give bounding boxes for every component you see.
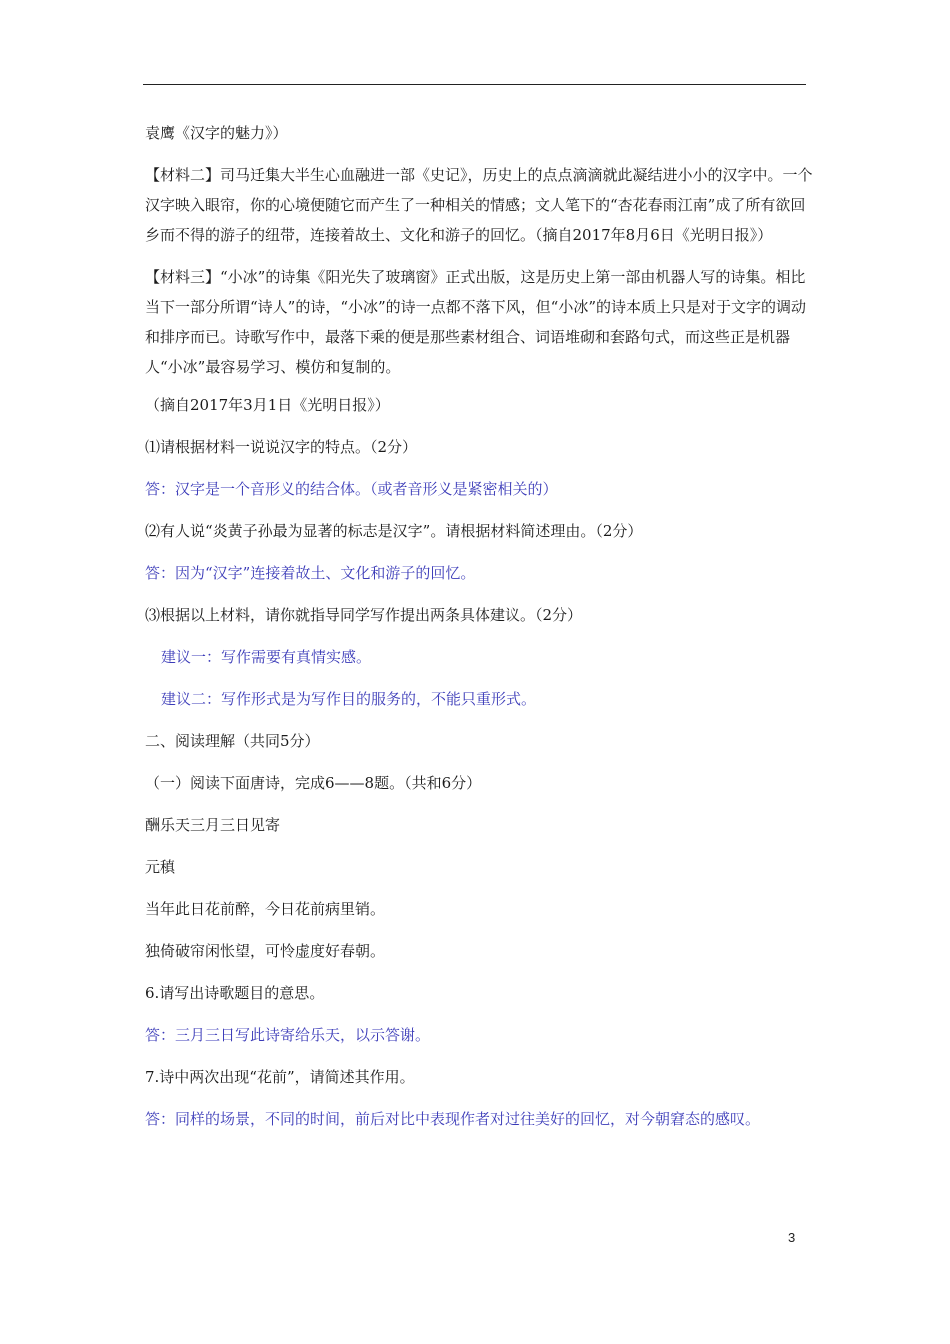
source-line: 袁鹰《汉字的魅力》） bbox=[145, 124, 288, 142]
question-3: ⑶根据以上材料，请你就指导同学写作提出两条具体建议。（2分） bbox=[145, 606, 583, 624]
answer-7: 答：同样的场景，不同的时间，前后对比中表现作者对过往美好的回忆，对今朝窘态的感叹。 bbox=[145, 1110, 761, 1128]
material-two: 【材料二】司马迁集大半生心血融进一部《史记》，历史上的点点滴滴就此凝结进小小的汉字中。一个汉字映入眼帘，你的心境便随它而产生了一种相关的情感；文人笔下的“杏花春雨江南”成了所有欲回乡而不得的游子的纽带，连接着故土、文化和游子的回忆。（摘自2017年8月6日《光明日报》） bbox=[145, 166, 813, 244]
header-rule bbox=[143, 84, 806, 85]
question-2: ⑵有人说“炎黄子孙最为显著的标志是汉字”。请根据材料简述理由。（2分） bbox=[145, 522, 643, 540]
page-content bbox=[145, 118, 815, 1146]
section-2-title: 二、阅读理解（共同5分） bbox=[145, 732, 320, 750]
material-three-source: （摘自2017年3月1日《光明日报》） bbox=[145, 396, 390, 414]
poem-line-1: 当年此日花前醉，今日花前病里销。 bbox=[145, 900, 386, 918]
suggestion-1: 建议一：写作需要有真情实感。 bbox=[161, 648, 372, 666]
answer-2: 答：因为“汉字”连接着故土、文化和游子的回忆。 bbox=[145, 564, 476, 582]
question-1: ⑴请根据材料一说说汉字的特点。（2分） bbox=[145, 438, 418, 456]
part-1-intro: （一）阅读下面唐诗，完成6——8题。（共和6分） bbox=[145, 774, 482, 792]
page-number: 3 bbox=[788, 1230, 796, 1245]
answer-1: 答：汉字是一个音形义的结合体。（或者音形义是紧密相关的） bbox=[145, 480, 558, 498]
poem-line-2: 独倚破帘闲怅望，可怜虚度好春朝。 bbox=[145, 942, 386, 960]
question-6: 6.请写出诗歌题目的意思。 bbox=[145, 984, 325, 1002]
poem-title: 酬乐天三月三日见寄 bbox=[145, 816, 281, 834]
material-three: 【材料三】“小冰”的诗集《阳光失了玻璃窗》正式出版，这是历史上第一部由机器人写的诗集。相比当下一部分所谓“诗人”的诗，“小冰”的诗一点都不落下风，但“小冰”的诗本质上只是对于文字的调动和排序而已。诗歌写作中，最落下乘的便是那些素材组合、词语堆砌和套路句式，而这些正是机器人“小冰”最容易学习、模仿和复制的。 bbox=[145, 268, 807, 376]
poem-author: 元稹 bbox=[145, 858, 176, 876]
suggestion-2: 建议二：写作形式是为写作目的服务的，不能只重形式。 bbox=[161, 690, 537, 708]
answer-6: 答：三月三日写此诗寄给乐天，以示答谢。 bbox=[145, 1026, 431, 1044]
question-7: 7.诗中两次出现“花前”，请简述其作用。 bbox=[145, 1068, 415, 1086]
